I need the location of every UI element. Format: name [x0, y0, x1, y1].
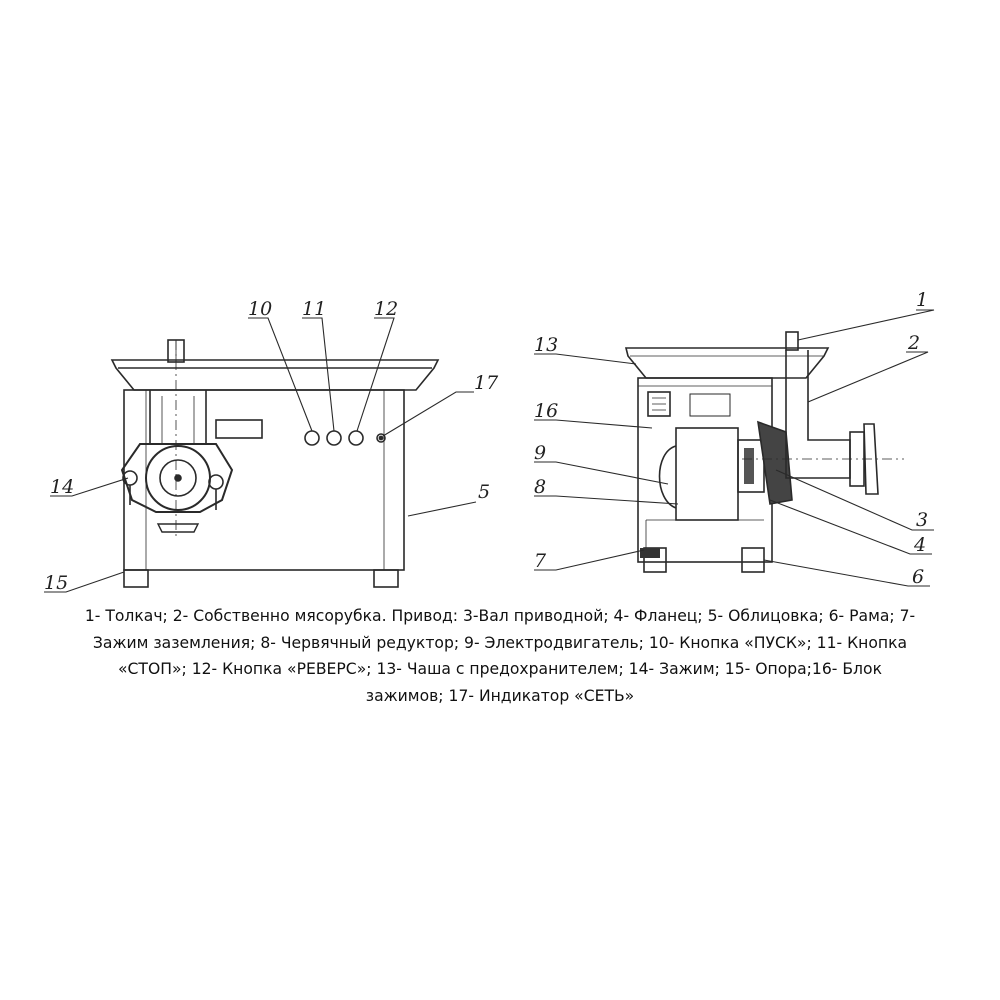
side-grinder-tube: [786, 350, 808, 432]
front-foot-right: [374, 570, 398, 587]
callout-6: 6: [912, 566, 925, 588]
reverse-button-drawing: [349, 431, 363, 445]
front-feed-neck: [150, 390, 206, 444]
parts-legend-caption: [20, 603, 980, 709]
callout-12: 12: [374, 298, 399, 320]
callout-16: 16: [534, 400, 559, 422]
callout-1: 1: [916, 289, 929, 311]
caption-line: Зажим заземления; 8- Червячный редуктор; 9- Электродвигатель; 10- Кнопка «ПУСК»; 11- Кнопка: [92, 633, 908, 652]
side-motor: [676, 428, 738, 520]
callout-17: 17: [474, 372, 499, 394]
side-leader-lines: [534, 310, 934, 586]
callout-13: 13: [534, 334, 559, 356]
callout-2: 2: [908, 332, 921, 354]
callout-9: 9: [534, 442, 547, 464]
front-view: [112, 340, 438, 587]
front-callouts: [44, 298, 499, 594]
side-motor-cap: [660, 446, 677, 508]
callout-3: 3: [916, 509, 929, 531]
caption-line: зажимов; 17- Индикатор «СЕТЬ»: [365, 686, 635, 705]
front-bowl: [112, 360, 438, 390]
side-bowl: [626, 348, 828, 378]
callout-4: 4: [914, 534, 927, 556]
callout-14: 14: [50, 476, 75, 498]
caption-line: 1- Толкач; 2- Собственно мясорубка. Привод: 3-Вал приводной; 4- Фланец; 5- Облицовка; 6- Рама; 7-: [84, 607, 916, 625]
callout-11: 11: [302, 298, 327, 320]
start-button-drawing: [305, 431, 319, 445]
callout-7: 7: [534, 550, 547, 572]
front-leader-lines: [44, 318, 476, 592]
callout-15: 15: [44, 572, 69, 594]
callout-8: 8: [534, 476, 547, 498]
stop-button-drawing: [327, 431, 341, 445]
callout-5: 5: [478, 481, 491, 503]
side-foot-right: [742, 548, 764, 572]
front-clamp-right: [209, 475, 223, 489]
front-foot-left: [124, 570, 148, 587]
front-name-plate: [216, 420, 262, 438]
callout-10: 10: [248, 298, 273, 320]
caption-line: «СТОП»; 12- Кнопка «РЕВЕРС»; 13- Чаша с предохранителем; 14- Зажим; 15- Опора;16- Блок: [117, 660, 882, 678]
side-callouts: [534, 289, 928, 588]
